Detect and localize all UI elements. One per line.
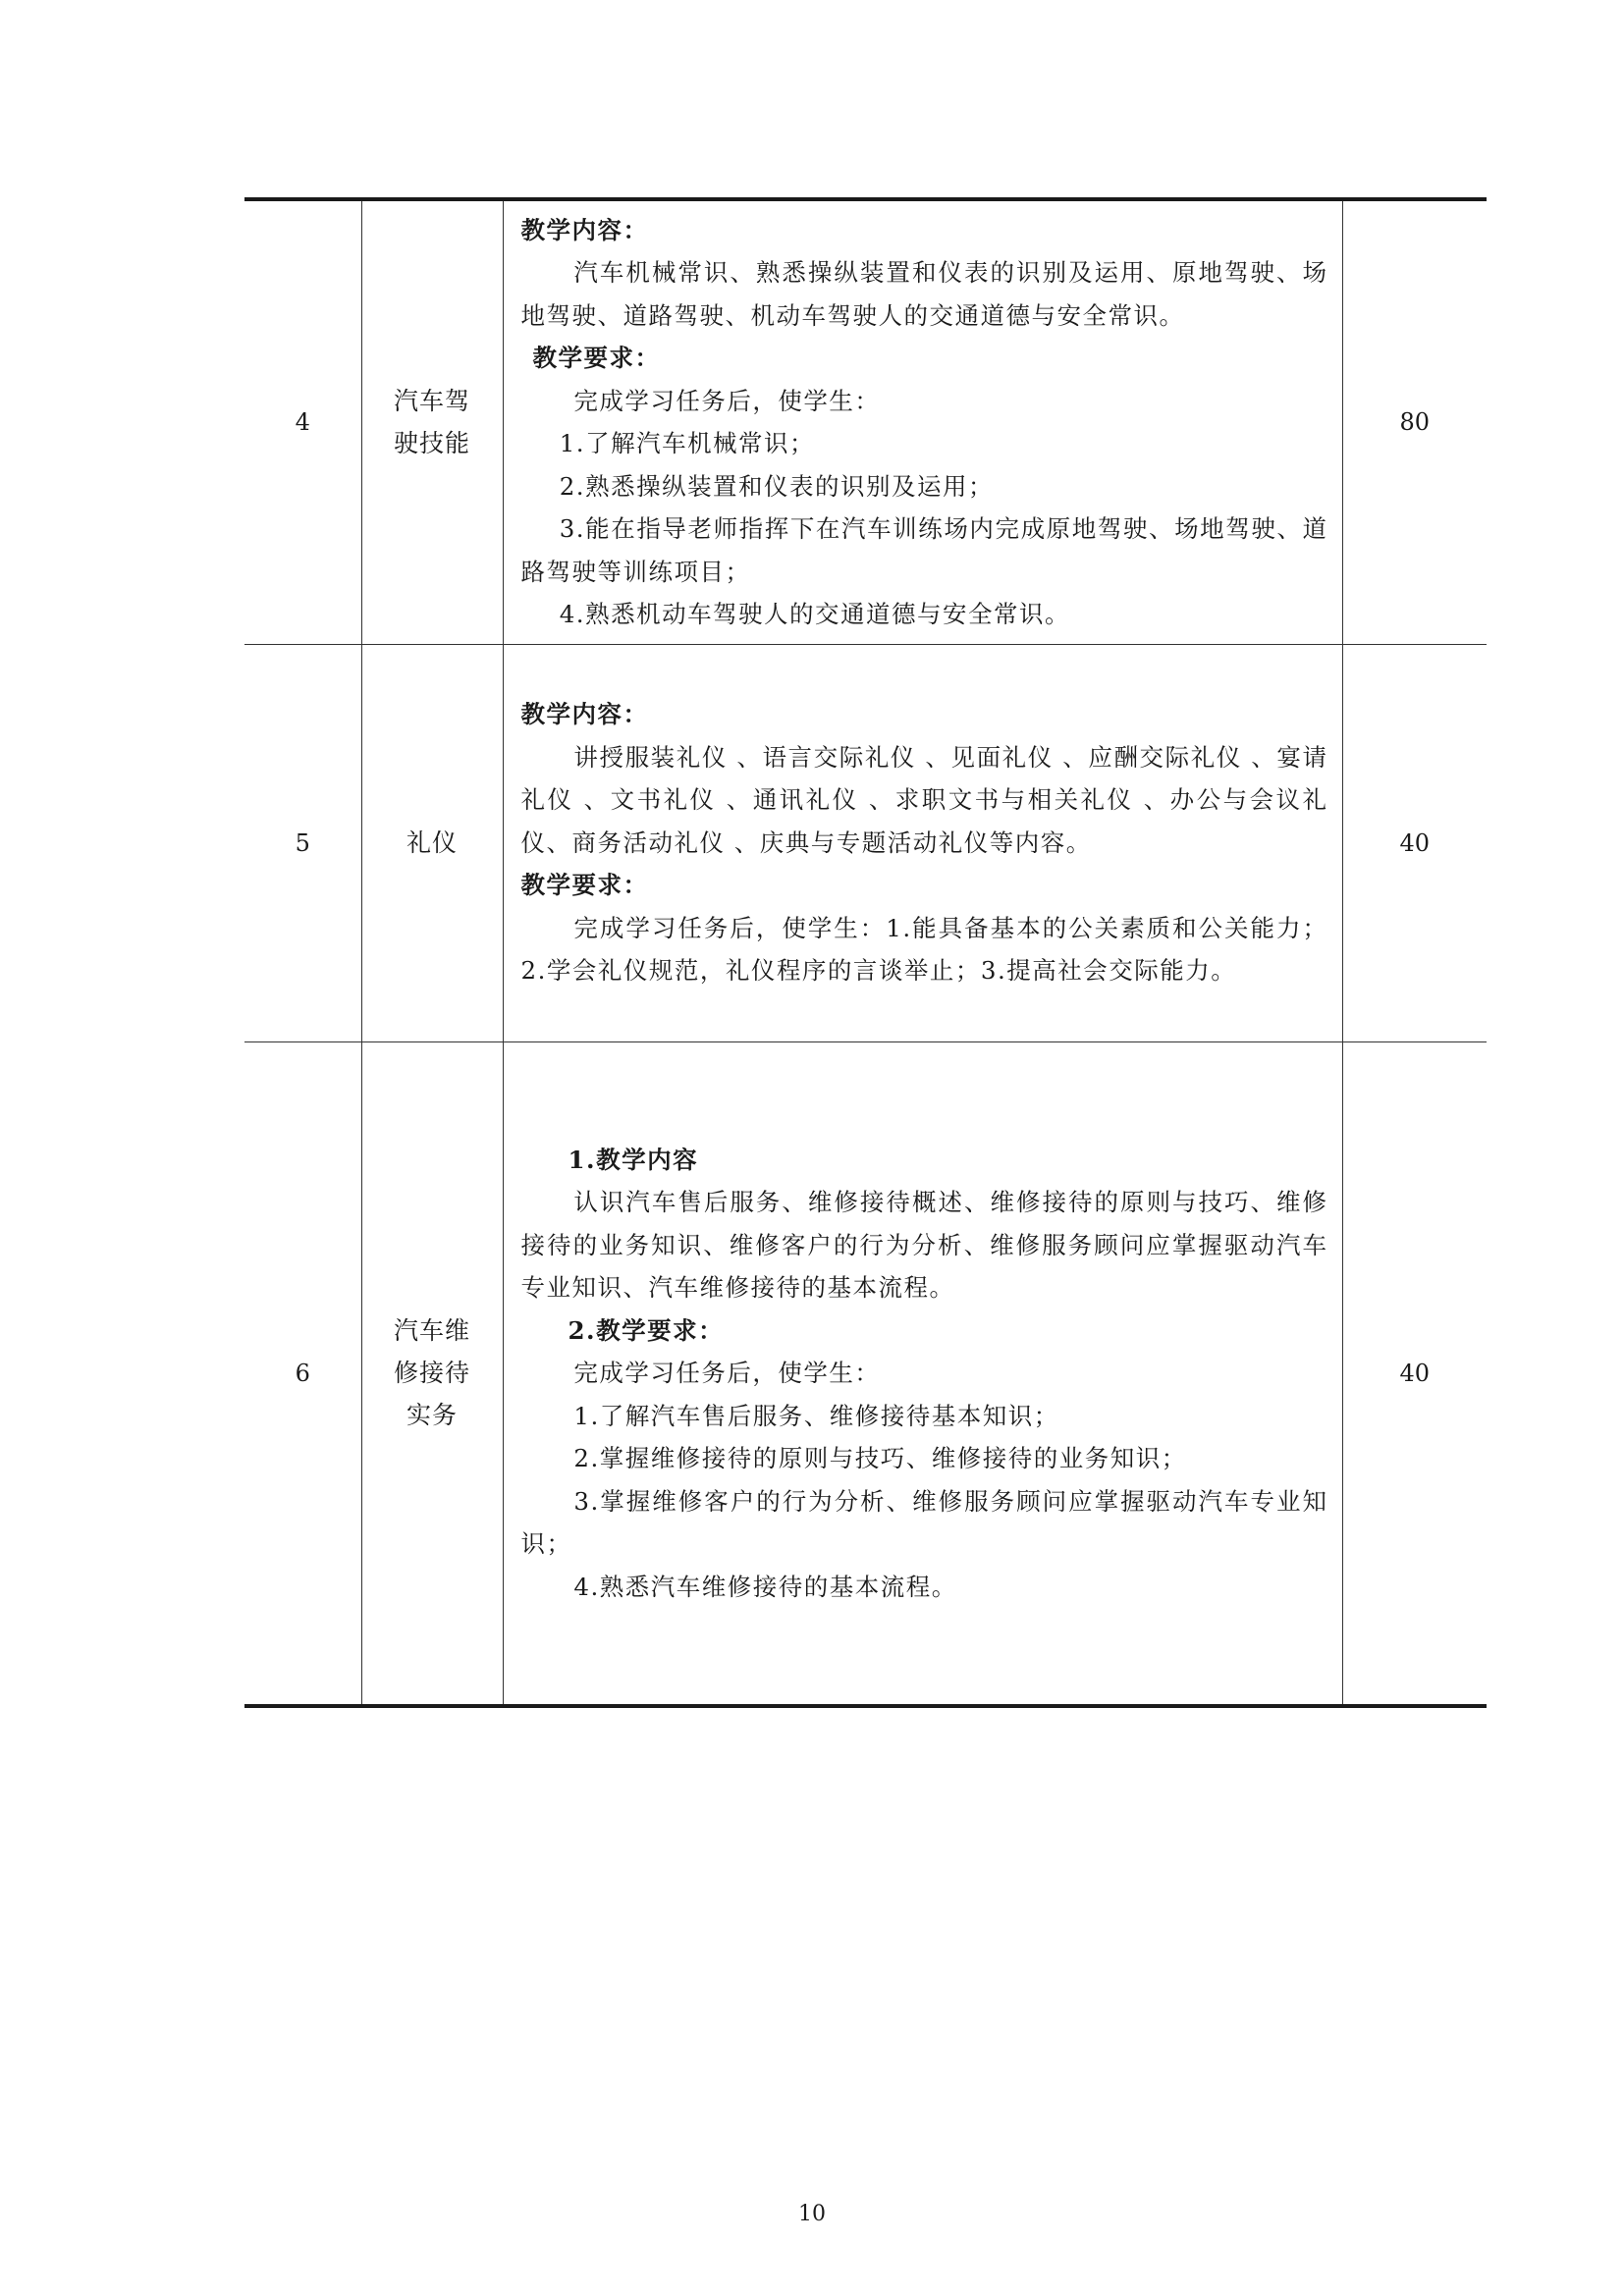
table-row — [244, 1041, 1487, 1706]
requirement-heading: 2.教学要求： — [568, 1315, 725, 1345]
requirement-intro: 完成学习任务后，使学生： — [573, 1359, 881, 1387]
table-row — [244, 199, 1487, 644]
requirement-item: 3.能在指导老师指挥下在汽车训练场内完成原地驾驶、场地驾驶、道路驾驶等训练项目； — [520, 514, 1328, 586]
requirement-item: 2.熟悉操纵装置和仪表的识别及运用； — [559, 471, 995, 501]
content-heading: 教学内容： — [520, 700, 649, 729]
content-text: 讲授服装礼仪 、语言交际礼仪 、见面礼仪 、应酬交际礼仪 、宴请礼仪 、文书礼仪 、通讯礼仪 、求职文书与相关礼仪 、办公与会议礼仪、商务活动礼仪 、庆典与专题活动礼仪等内容。 — [520, 742, 1328, 857]
content-text: 汽车机械常识、熟悉操纵装置和仪表的识别及运用、原地驾驶、场地驾驶、道路驾驶、机动车驾驶人的交通道德与安全常识。 — [520, 258, 1328, 330]
course-name: 礼仪 — [406, 828, 458, 857]
requirement-text: 完成学习任务后，使学生：1.能具备基本的公关素质和公关能力；2.学会礼仪规范，礼仪程序的言谈举止；3.提高社会交际能力。 — [520, 913, 1328, 986]
page-number: 10 — [798, 2202, 826, 2226]
requirement-item: 4.熟悉汽车维修接待的基本流程。 — [573, 1572, 957, 1601]
course-hours: 40 — [1399, 1359, 1431, 1387]
requirement-item: 1.了解汽车售后服务、维修接待基本知识； — [573, 1401, 1059, 1430]
row-number: 5 — [244, 644, 361, 1041]
course-name: 汽车维修接待实务 — [393, 1316, 470, 1430]
row-number: 4 — [244, 199, 361, 644]
requirement-heading: 教学要求： — [532, 344, 661, 373]
course-description — [503, 1041, 1342, 1706]
course-hours: 80 — [1342, 199, 1487, 644]
requirement-item: 2.掌握维修接待的原则与技巧、维修接待的业务知识； — [573, 1444, 1187, 1472]
content-heading: 教学内容： — [520, 215, 649, 244]
requirement-item: 1.了解汽车机械常识； — [559, 429, 816, 458]
content-heading: 1.教学内容 — [568, 1145, 699, 1174]
row-number: 6 — [244, 1041, 361, 1706]
requirement-item: 3.掌握维修客户的行为分析、维修服务顾问应掌握驱动汽车专业知识； — [520, 1486, 1328, 1558]
table-row — [244, 644, 1487, 1041]
course-name: 汽车驾驶技能 — [393, 387, 470, 458]
content-text: 认识汽车售后服务、维修接待概述、维修接待的原则与技巧、维修接待的业务知识、维修客户的行为分析、维修服务顾问应掌握驱动汽车专业知识、汽车维修接待的基本流程。 — [520, 1188, 1328, 1302]
course-table — [244, 197, 1487, 1708]
course-description — [503, 644, 1342, 1041]
requirement-item: 4.熟悉机动车驾驶人的交通道德与安全常识。 — [559, 600, 1071, 629]
course-description — [503, 199, 1342, 644]
requirement-intro: 完成学习任务后，使学生： — [573, 386, 881, 415]
requirement-heading: 教学要求： — [520, 871, 649, 900]
course-hours: 40 — [1342, 644, 1487, 1041]
